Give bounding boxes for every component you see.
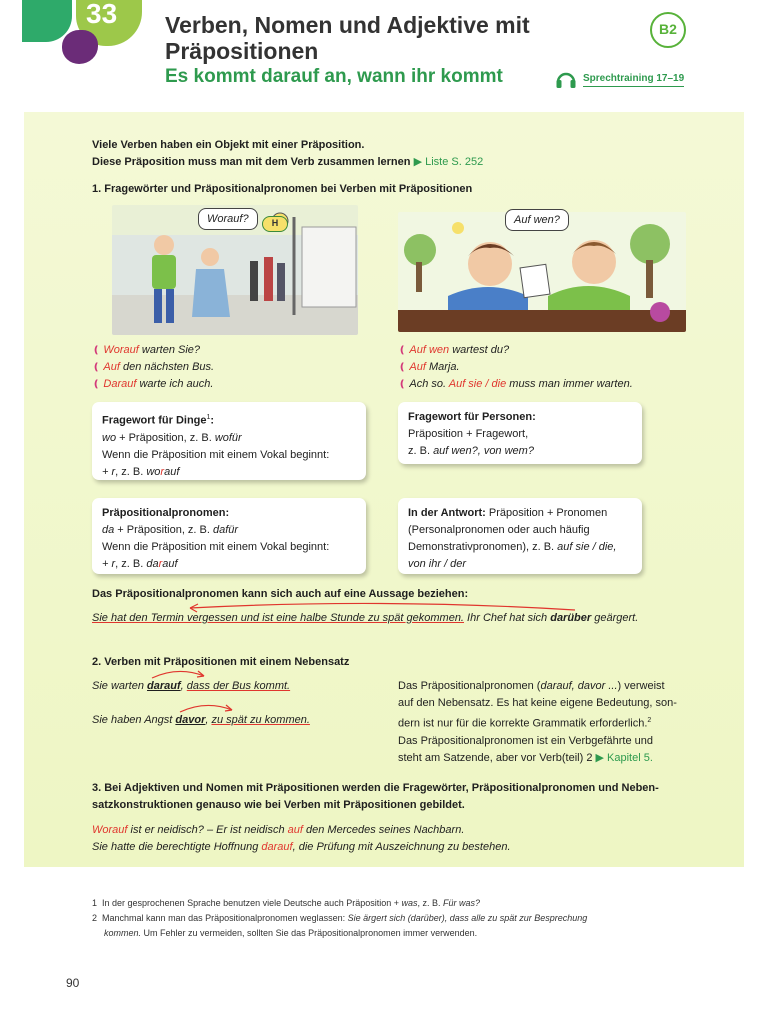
- box-praepositionalpronomen: Präpositionalpronomen: da + Präposition, z. B. dafür Wenn die Präposition mit einem Vokal beginnt: + r, z. B. darauf: [92, 498, 366, 574]
- section-3-example-2: Sie hatte die berechtigte Hoffnung darauf, die Prüfung mit Auszeichnung zu bestehen.: [92, 841, 511, 853]
- dialog-line: ❪ Auf den nächsten Bus.: [92, 361, 215, 373]
- logo-shape-purple: [62, 30, 98, 64]
- dialog-line: ❪ Auf wen wartest du?: [398, 344, 510, 356]
- dialog-line: ❪ Auf Marja.: [398, 361, 460, 373]
- chapter-reference-link[interactable]: ▶ Kapitel 5.: [595, 751, 653, 764]
- nebensatz-explanation: Das Präpositionalpronomen (darauf, davor ...) verweist auf den Nebensatz. Es hat keine eigene Bedeutung, son- dern ist nur für die korrekte Grammatik erforderlich.$^2$ Das Präpositionalpronomen ist ein Verbgefährte und steht am Satzende, aber vor Verb(teil) 2 ▶ Kapitel 5.: [398, 680, 677, 764]
- page-number: 90: [66, 976, 80, 990]
- footnotes: [92, 896, 692, 941]
- speaker-mark-icon: ❪: [398, 379, 407, 390]
- intro-text: Viele Verben haben ein Objekt mit einer Präposition. Diese Präposition muss man mit dem Verb zusammen lernen ▶ Liste S. 252: [92, 139, 484, 168]
- section-3-example-1: Worauf ist er neidisch? – Er ist neidisch auf den Mercedes seines Nachbarn.: [92, 824, 465, 836]
- speaker-mark-icon: ❪: [92, 362, 101, 373]
- dialog-line: ❪ Darauf warte ich auch.: [92, 378, 214, 390]
- box-fragewort-dinge: Fragewort für Dinge$^1$: wo + Präposition, z. B. wofür Wenn die Präposition mit einem Vokal beginnt: + r, z. B. worauf: [92, 402, 366, 480]
- footnote-2-cont: kommen. Um Fehler zu vermeiden, sollten Sie das Präpositionalpronomen immer verwenden.: [104, 928, 478, 938]
- arrow-right-icon: ▶: [413, 156, 423, 168]
- level-badge: B2: [650, 12, 686, 48]
- speaker-mark-icon: ❪: [398, 362, 407, 373]
- speaker-mark-icon: ❪: [92, 345, 101, 356]
- page-subtitle: Es kommt darauf an, wann ihr kommt: [165, 66, 503, 87]
- speaker-mark-icon: ❪: [92, 379, 101, 390]
- nebensatz-example-1: Sie warten darauf, dass der Bus kommt.: [92, 680, 291, 692]
- bus-stop-sign: H: [262, 216, 288, 232]
- dialog-line: ❪ Ach so. Auf sie / die muss man immer warten.: [398, 378, 633, 390]
- dialog-right: [398, 342, 633, 393]
- headphones-icon: [555, 69, 577, 89]
- speech-bubble-right: Auf wen?: [505, 209, 569, 231]
- audio-training-link[interactable]: Sprechtraining 17–19: [583, 73, 684, 87]
- box-fragewort-personen: Fragewort für Personen: Präposition + Fragewort, z. B. auf wen?, von wem?: [398, 402, 642, 464]
- list-reference-link[interactable]: Liste S. 252: [425, 156, 484, 168]
- aussage-example: Sie hat den Termin vergessen und ist eine halbe Stunde zu spät gekommen. Ihr Chef hat sich darüber geärgert.: [92, 612, 639, 624]
- footnote-2: 2 Manchmal kann man das Präpositionalpronomen weglassen: Sie ärgert sich (darüber), dass alle zu spät zur Besprechung: [92, 913, 588, 923]
- box-antwort: In der Antwort: Präposition + Pronomen (Personalpronomen oder auch häufig Demonstrativpronomen), z. B. auf sie / die, von ihr / der: [398, 498, 642, 574]
- dialog-left: [92, 342, 214, 393]
- speaker-mark-icon: ❪: [398, 345, 407, 356]
- aussage-heading: Das Präpositionalpronomen kann sich auch auf eine Aussage beziehen:: [92, 588, 469, 600]
- page-title: Verben, Nomen und Adjektive mit Präpositionen: [165, 12, 530, 64]
- section-2-heading: 2. Verben mit Präpositionen mit einem Nebensatz: [92, 656, 350, 668]
- unit-number: 33: [86, 0, 118, 29]
- section-1-heading: 1. Fragewörter und Präpositionalpronomen bei Verben mit Präpositionen: [92, 183, 473, 195]
- section-3-heading: 3. Bei Adjektiven und Nomen mit Präpositionen werden die Fragewörter, Präpositionalpronomen und Neben- satzkonstruktionen genauso wie bei Verben mit Präpositionen gebildet.: [92, 782, 659, 811]
- nebensatz-example-2: Sie haben Angst davor, zu spät zu kommen.: [92, 714, 310, 726]
- footnote-1: 1 In der gesprochenen Sprache benutzen viele Deutsche auch Präposition + was, z. B. Für was?: [92, 898, 481, 908]
- dialog-line: ❪ Worauf warten Sie?: [92, 344, 201, 356]
- speech-bubble-left: Worauf?: [198, 208, 258, 230]
